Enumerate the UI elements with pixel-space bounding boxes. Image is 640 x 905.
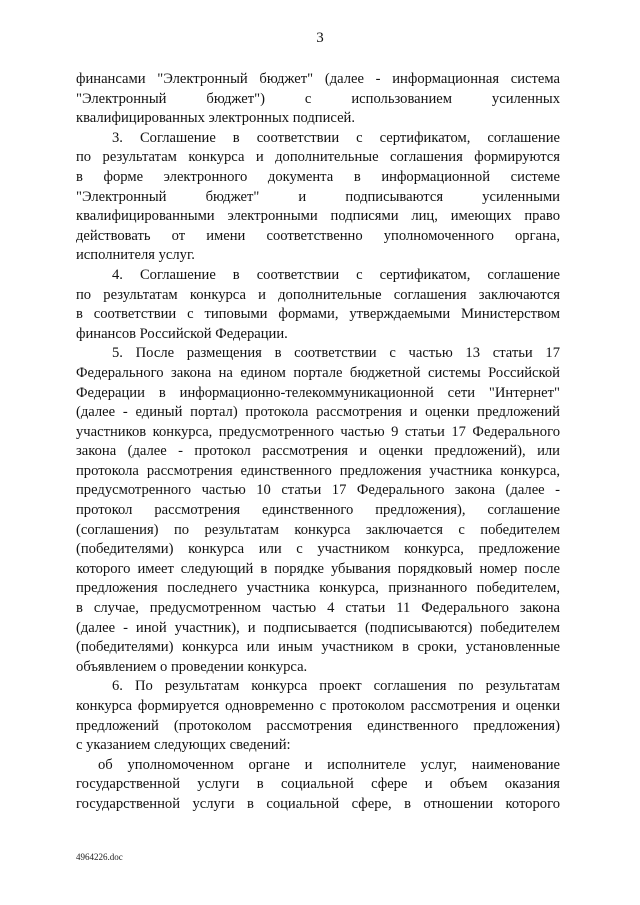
text-line: по результатам конкурса и дополнительные соглашения формируются xyxy=(76,149,560,166)
text-line: участников конкурса, предусмотренного частью 9 статьи 17 Федерального xyxy=(76,423,560,440)
text-line: финансов Российской Федерации. xyxy=(76,325,288,342)
text-line: протокола рассмотрения единственного предложения участника конкурса, xyxy=(76,462,560,479)
text-line: 5. После размещения в соответствии с частью 13 статьи 17 xyxy=(112,345,560,362)
text-line: в случае, предусмотренном частью 4 статьи 11 Федерального закона xyxy=(76,600,560,617)
text-line: "Электронный бюджет" и подписываются усиленными xyxy=(76,188,560,205)
file-name-footer: 4964226.doc xyxy=(76,852,123,862)
text-line: предложения последнего участника конкурса, признанного победителем, xyxy=(76,580,560,597)
text-line: финансами "Электронный бюджет" (далее - информационная система xyxy=(76,71,560,87)
text-line: Федерации в информационно-телекоммуникационной сети "Интернет" xyxy=(76,384,560,401)
text-line: (победителями) конкурса или иным участником в сроки, установленные xyxy=(76,639,560,656)
page-number: 3 xyxy=(316,30,324,46)
text-line: Федерального закона на едином портале бюджетной системы Российской xyxy=(76,364,560,381)
text-line: с указанием следующих сведений: xyxy=(76,737,291,754)
text-line: 6. По результатам конкурса проект соглашения по результатам xyxy=(112,678,560,695)
text-line: (далее - иной участник), и подписывается (подписываются) победителем xyxy=(76,619,560,636)
text-line: 3. Соглашение в соответствии с сертификатом, соглашение xyxy=(112,129,560,146)
text-line: которого имеет следующий в порядке убывания порядковый номер после xyxy=(76,560,560,577)
text-line: (далее - единый портал) протокола рассмотрения и оценки предложений xyxy=(76,404,560,421)
document-body xyxy=(76,70,560,815)
text-line: об уполномоченном органе и исполнителе услуг, наименование xyxy=(98,756,560,773)
text-line: государственной услуги в социальной сфере, в отношении которого xyxy=(76,795,560,812)
text-line: протокол рассмотрения единственного предложения), соглашение xyxy=(76,502,560,519)
text-line: исполнителя услуг. xyxy=(76,247,195,264)
text-line: действовать от имени соответственно уполномоченного органа, xyxy=(76,227,560,244)
text-line: (победителями) конкурса или с участником конкурса, предложение xyxy=(76,541,560,558)
text-line: предложений (протоколом рассмотрения единственного предложения) xyxy=(76,717,560,734)
text-line: конкурса формируется одновременно с протоколом рассмотрения и оценки xyxy=(76,698,560,714)
text-line: 4. Соглашение в соответствии с сертификатом, соглашение xyxy=(112,266,560,283)
text-line: объявлением о проведении конкурса. xyxy=(76,658,308,675)
text-line: предусмотренного частью 10 статьи 17 Федерального закона (далее - xyxy=(76,482,560,499)
text-line: квалифицированных электронных подписей. xyxy=(76,110,356,127)
text-line: в соответствии с типовыми формами, утверждаемыми Министерством xyxy=(76,306,560,323)
text-line: закона (далее - протокол рассмотрения и оценки предложений), или xyxy=(76,443,560,460)
text-line: государственной услуги в социальной сфере и объем оказания xyxy=(76,776,560,793)
text-line: по результатам конкурса и дополнительные соглашения заключаются xyxy=(76,286,560,303)
text-line: (соглашения) по результатам конкурса заключается с победителем xyxy=(76,521,560,538)
text-line: "Электронный бюджет") с использованием усиленных xyxy=(76,90,560,107)
text-line: в форме электронного документа в информационной системе xyxy=(76,168,560,185)
text-line: квалифицированными электронными подписями лиц, имеющих право xyxy=(76,208,560,225)
